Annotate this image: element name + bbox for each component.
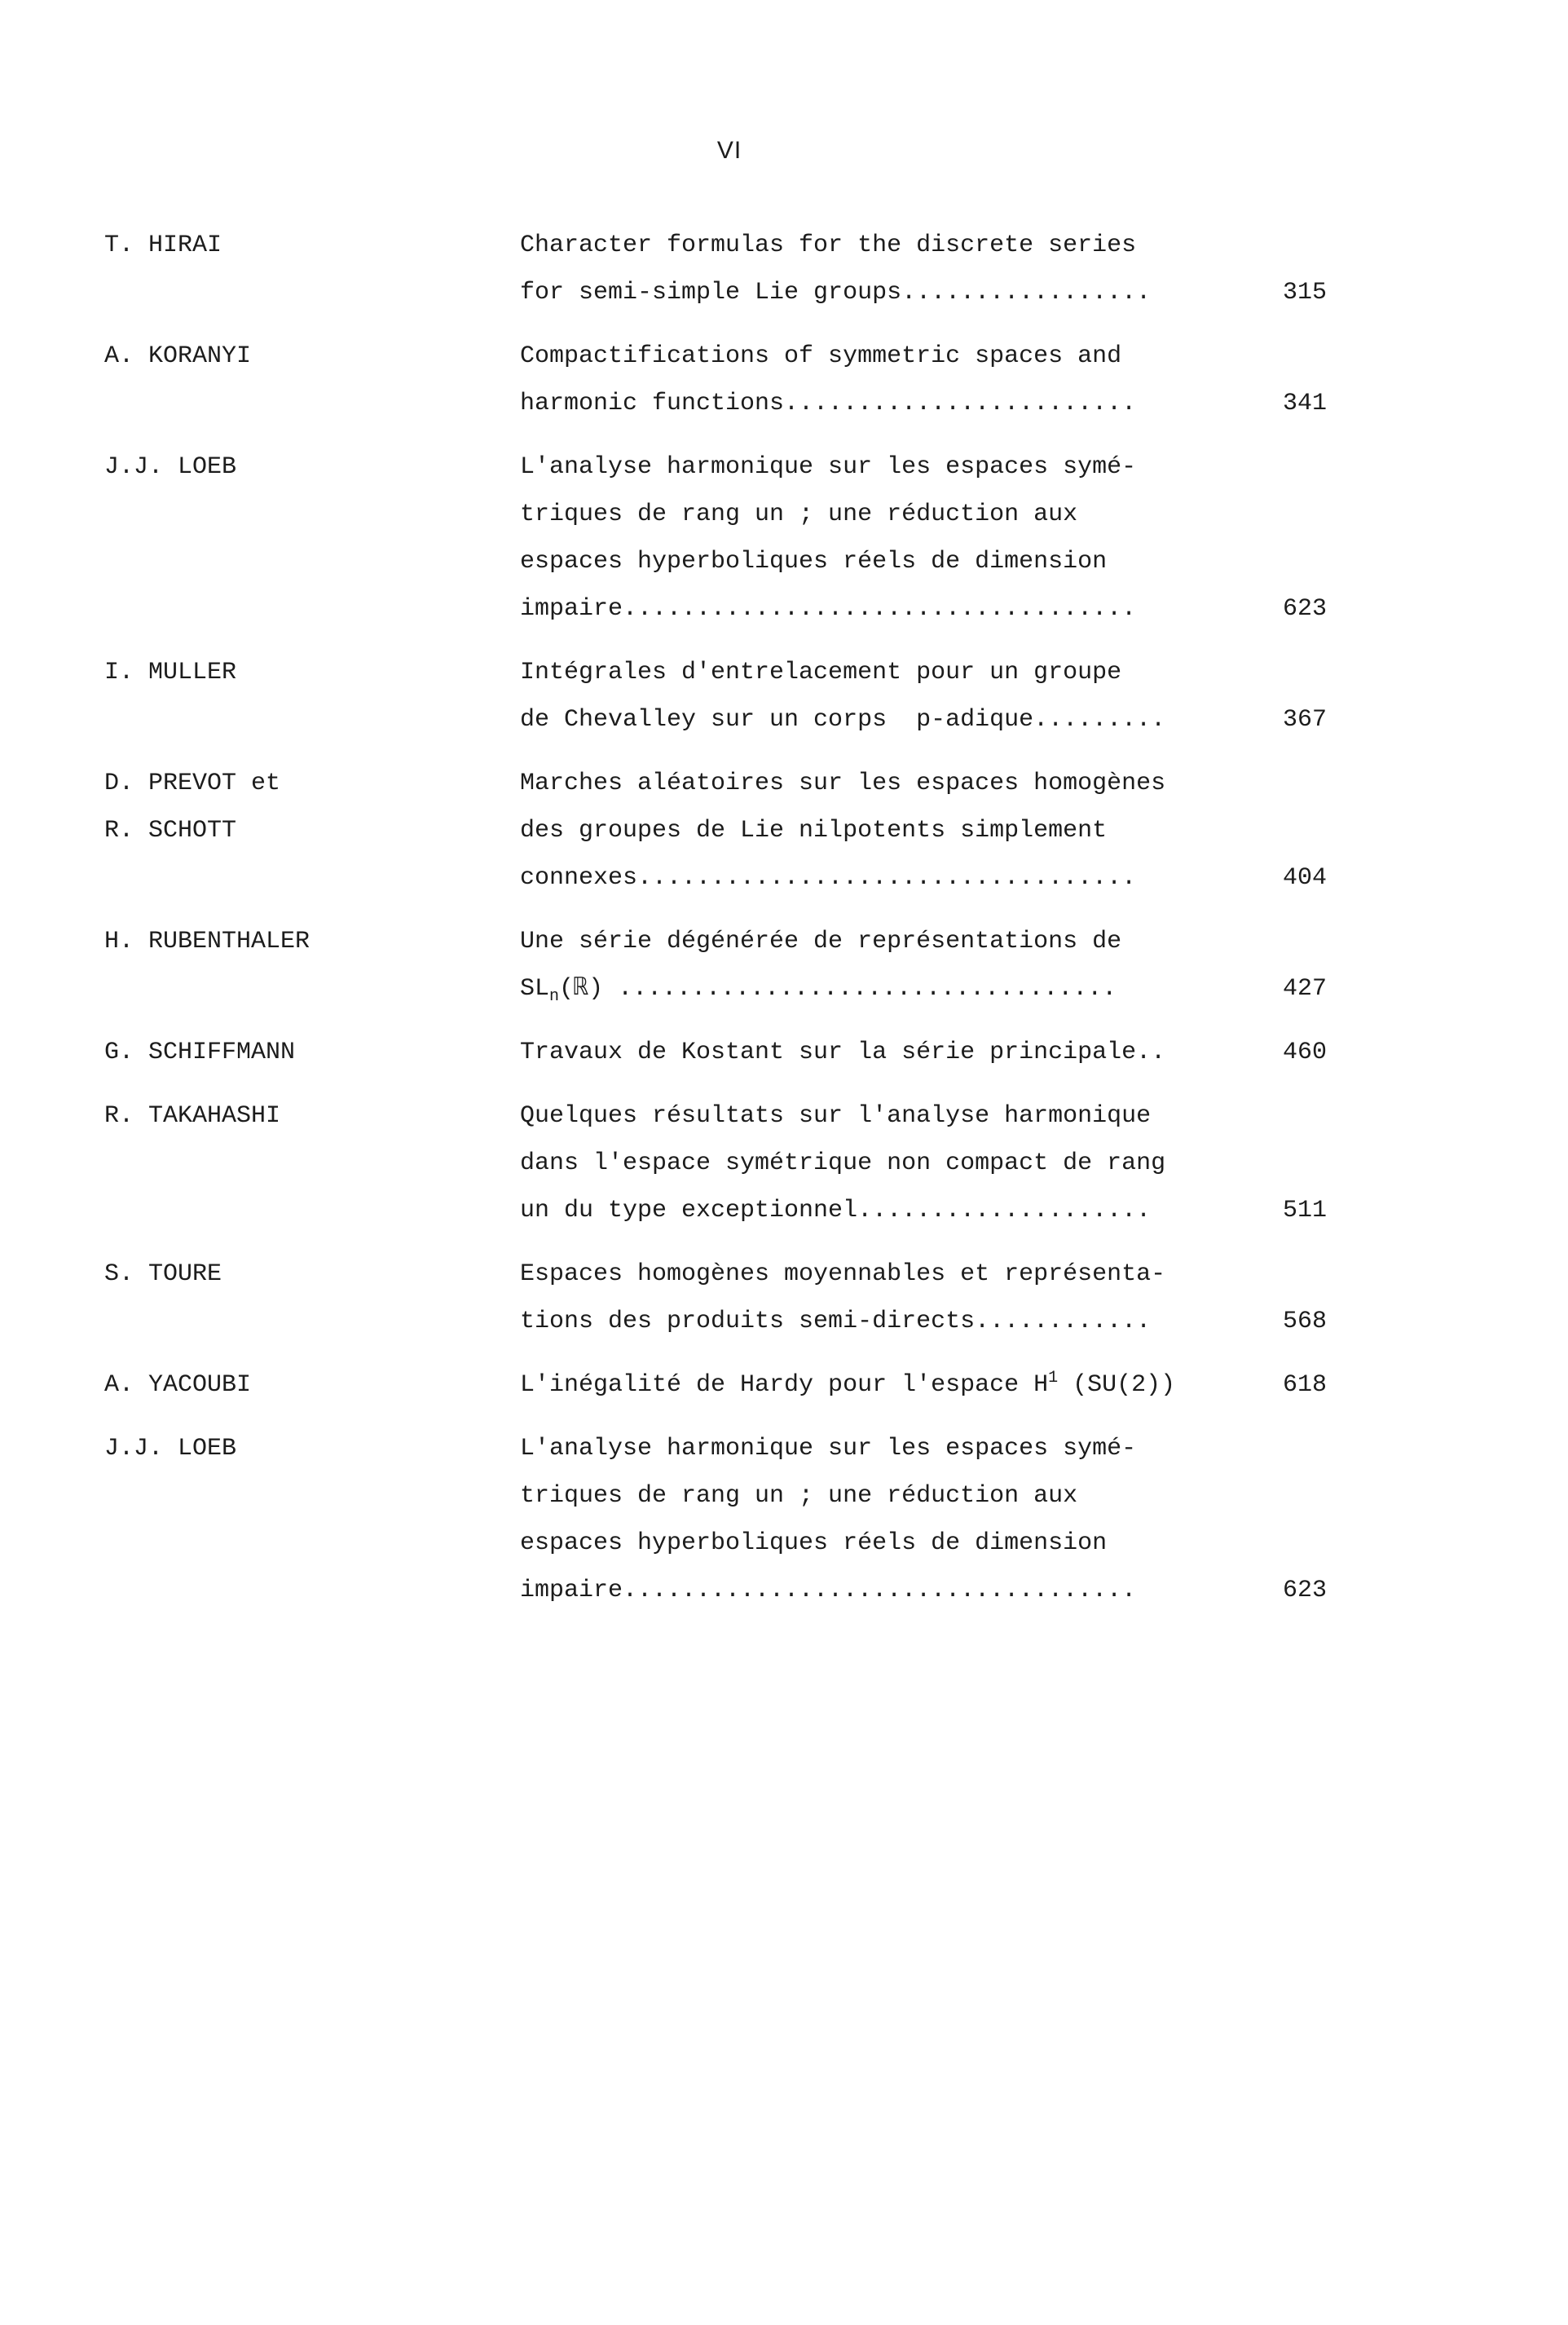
entry-authors [104,1029,487,1076]
title-line: dans l'espace symétrique non compact de rang [520,1149,1166,1177]
title-line: Travaux de Kostant sur la série principale.. [520,1039,1166,1066]
page-reference: 315 [1282,279,1327,307]
entry-title [520,222,1327,316]
formula-subscript: n [549,987,560,1006]
page-reference: 460 [1282,1039,1327,1066]
title-line-formula [520,965,1302,1012]
title-line: Marches aléatoires sur les espaces homogènes [520,770,1166,797]
entry-title [520,1361,1327,1409]
page-reference: 404 [1282,864,1327,892]
toc-entry [104,1425,1327,1614]
title-line: for semi-simple Lie groups................. [520,279,1152,307]
author-name: T. HIRAI [104,232,222,259]
title-line: de Chevalley sur un corps p-adique......... [520,706,1166,734]
title-line: triques de rang un ; une réduction aux [520,1482,1078,1510]
author-name: A. KORANYI [104,342,252,370]
title-line: L'analyse harmonique sur les espaces symé- [520,1435,1137,1462]
page-reference: 367 [1282,706,1327,734]
entry-authors [104,443,487,491]
author-name: A. YACOUBI [104,1371,252,1399]
page-reference: 427 [1282,975,1327,1003]
title-line: un du type exceptionnel.................... [520,1197,1152,1224]
page-reference: 568 [1282,1308,1327,1335]
toc-entry [104,1092,1327,1234]
entry-authors [104,918,487,965]
entry-title [520,443,1327,633]
title-line: impaire................................... [520,1577,1137,1604]
author-name: H. RUBENTHALER [104,928,311,955]
title-line: espaces hyperboliques réels de dimension [520,1529,1108,1557]
entry-title [520,760,1327,902]
formula-argument: (ℝ) [559,975,604,1003]
page-reference: 618 [1282,1371,1327,1399]
leader-dots: .................................. [603,975,1117,1003]
author-name: D. PREVOT et [104,770,281,797]
title-line-formula [520,1361,1302,1409]
entry-authors [104,333,487,380]
formula-superscript: 1 [1048,1369,1059,1388]
table-of-contents [104,222,1327,1630]
entry-authors [104,1092,487,1140]
toc-entry [104,333,1327,427]
title-line: tions des produits semi-directs............ [520,1308,1152,1335]
page-reference: 623 [1282,1577,1327,1604]
title-line: L'analyse harmonique sur les espaces symé- [520,453,1137,481]
toc-entry [104,649,1327,743]
entry-authors [104,649,487,696]
title-line: Character formulas for the discrete series [520,232,1137,259]
toc-entry [104,1251,1327,1345]
author-name: G. SCHIFFMANN [104,1039,296,1066]
author-name: J.J. LOEB [104,453,237,481]
title-line: Une série dégénérée de représentations de [520,928,1122,955]
title-line: Quelques résultats sur l'analyse harmonique [520,1102,1152,1130]
toc-entry [104,443,1327,633]
entry-authors [104,222,487,269]
title-line: impaire................................... [520,595,1137,623]
entry-authors [104,1251,487,1298]
page-reference: 341 [1282,390,1327,417]
toc-entry [104,1029,1327,1076]
entry-title [520,918,1327,1012]
title-line: harmonic functions........................ [520,390,1137,417]
entry-title [520,1251,1327,1345]
entry-title [520,1425,1327,1614]
author-name: R. SCHOTT [104,817,237,845]
page-reference: 511 [1282,1197,1327,1224]
toc-entry [104,1361,1327,1409]
toc-entry [104,760,1327,902]
title-line: Espaces homogènes moyennables et représenta- [520,1260,1166,1288]
title-text: L'inégalité de Hardy pour l'espace H [520,1371,1049,1399]
author-name: J.J. LOEB [104,1435,237,1462]
entry-title [520,1029,1327,1076]
title-line: Intégrales d'entrelacement pour un groupe [520,659,1122,686]
entry-authors [104,1361,487,1409]
page-reference: 623 [1282,595,1327,623]
author-name: S. TOURE [104,1260,222,1288]
author-name: R. TAKAHASHI [104,1102,281,1130]
title-line: triques de rang un ; une réduction aux [520,501,1078,528]
entry-authors [104,1425,487,1472]
author-name: I. MULLER [104,659,237,686]
formula-sl: SL [520,975,550,1003]
entry-title [520,649,1327,743]
title-line: espaces hyperboliques réels de dimension [520,548,1108,576]
page-number: VI [716,137,742,164]
title-line: des groupes de Lie nilpotents simplement [520,817,1108,845]
entry-title [520,1092,1327,1234]
toc-entry [104,918,1327,1012]
formula-argument: (SU(2)) [1058,1371,1176,1399]
title-line: connexes.................................. [520,864,1137,892]
title-line: Compactifications of symmetric spaces and [520,342,1122,370]
toc-entry [104,222,1327,316]
entry-authors [104,760,487,854]
entry-title [520,333,1327,427]
